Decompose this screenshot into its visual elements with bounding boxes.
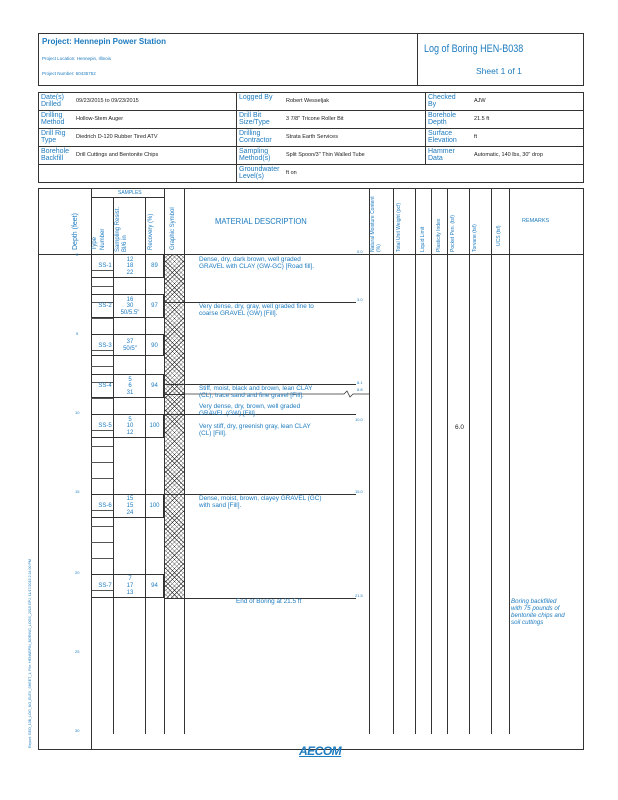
- remarks-line: bentonite chips and: [511, 612, 565, 619]
- sample-recovery: 97: [151, 303, 158, 309]
- groundwater-label: Groundwater Level(s): [239, 166, 280, 180]
- sample-blow: 5: [128, 417, 132, 423]
- material-description: Dense, moist, brown, clayey GRAVEL (GC): [199, 495, 322, 502]
- recovery-header: Recovery (%): [148, 213, 154, 250]
- remarks-header: REMARKS: [522, 218, 550, 224]
- method-label: Drilling Method: [41, 112, 65, 126]
- elev-marker: 3.0: [357, 297, 363, 302]
- rig-label: Drill Rig Type: [41, 130, 66, 144]
- depth-tick: 30: [75, 728, 80, 733]
- contractor-label: Drilling Contractor: [239, 130, 272, 144]
- report-side-note: Report: GEO_10B_LOG_NO_ELEV_SHEET_1; File: HENNEPIN_BORING_LOGS_2015.GPJ; 11/17/2015 2:34:00 PM: [28, 559, 32, 748]
- depth-tick: 10: [75, 410, 80, 415]
- elev-marker: 10.0: [355, 417, 363, 422]
- depth-tick: 25: [75, 649, 80, 654]
- remarks-line: Boring backfilled: [511, 598, 557, 605]
- depth-tick: 5: [76, 331, 79, 336]
- backfill-value: Drill Cuttings and Bentonite Chips: [76, 152, 159, 158]
- elev-marker: 8.1: [357, 380, 363, 385]
- sample-id: SS-4: [98, 383, 112, 389]
- elevation-label: Surface Elevation: [428, 130, 457, 144]
- sample-blow: 50/5": [123, 346, 137, 352]
- torvane-header: Torvane (tsf): [472, 224, 478, 252]
- sample-blow: 24: [126, 510, 134, 516]
- bit-value: 3 7/8" Tricone Roller Bit: [286, 116, 344, 122]
- material-description: Very stiff, dry, greenish gray, lean CLAY: [199, 423, 311, 430]
- plasticity-header: Plasticity Index: [436, 218, 442, 252]
- sample-recovery: 100: [149, 423, 160, 429]
- header-divider: [417, 33, 418, 86]
- rig-value: Diedrich D-120 Rubber Tired ATV: [76, 134, 158, 140]
- sample-blow: 37: [126, 339, 134, 345]
- pocket-pen-header: Pocket Pen. (tsf): [450, 215, 456, 252]
- sampling-label: Sampling Method(s): [239, 148, 271, 162]
- dry-weight-header: Total Unit Weight (pcf): [396, 202, 402, 252]
- material-description: Stiff, moist, black and brown, lean CLAY: [199, 385, 313, 392]
- backfill-label: Borehole Backfill: [41, 148, 70, 162]
- depth-header: Depth (feet): [72, 213, 79, 250]
- sample-recovery: 94: [151, 383, 158, 389]
- material-description: coarse GRAVEL (GW) [Fill].: [199, 310, 278, 317]
- end-of-boring: End of Boring at 21.5 ft: [236, 598, 302, 605]
- dates-label: Date(s) Drilled: [41, 94, 64, 108]
- material-description: (CL) [Fill].: [199, 430, 227, 437]
- sample-blow: 5: [128, 377, 132, 383]
- sample-blow: 31: [126, 390, 134, 396]
- log-title: Log of Boring HEN-B038: [424, 43, 524, 55]
- material-description: GRAVEL with CLAY (GW-GC) [Road fill].: [199, 263, 315, 270]
- sample-recovery: 94: [151, 583, 158, 589]
- moisture-header: Natural Moisture Content (%): [370, 196, 382, 252]
- sample-recovery: 90: [151, 343, 158, 349]
- material-description: Very dense, dry, gray, well graded fine to: [199, 303, 314, 310]
- type-header: Type: [92, 236, 98, 250]
- dates-value: 09/23/2015 to 09/23/2015: [76, 98, 139, 104]
- sheet-number: Sheet 1 of 1: [476, 66, 522, 76]
- sample-id: SS-2: [98, 303, 112, 309]
- graphic-header: Graphic Symbol: [170, 207, 176, 250]
- elevation-value: ft: [474, 134, 478, 140]
- sample-recovery: 89: [151, 263, 158, 269]
- bit-label: Drill Bit Size/Type: [239, 112, 270, 126]
- sample-id: SS-6: [98, 503, 112, 509]
- sampling-resist-header: Sampling Resist. Bl/6 in: [115, 206, 128, 252]
- depth-tick: 20: [75, 570, 80, 575]
- sample-id: SS-5: [98, 423, 112, 429]
- sample-blow: 15: [126, 503, 134, 509]
- liquid-limit-header: Liquid Limit: [420, 226, 426, 252]
- material-description: with sand [Fill].: [199, 502, 242, 509]
- logged-value: Robert Wesseljak: [286, 98, 329, 104]
- material-description: Very dense, dry, brown, well graded: [199, 403, 301, 410]
- sampling-value: Split Spoon/3" Thin Walled Tube: [286, 152, 365, 158]
- project-location: Project Location: Hennepin, Illinois: [42, 56, 112, 61]
- logged-label: Logged By: [239, 94, 273, 101]
- sample-recovery: 100: [149, 503, 160, 509]
- sample-blow: 18: [126, 263, 134, 269]
- graphic-symbol-column: [165, 255, 184, 598]
- sample-blow: 10: [126, 423, 134, 429]
- sample-blow: 7: [128, 576, 132, 582]
- project-title: Project: Hennepin Power Station: [42, 37, 167, 46]
- depth-tick: 15: [75, 489, 80, 494]
- depth-value: 21.5 ft: [474, 116, 490, 122]
- number-header: Number: [100, 228, 106, 250]
- elev-marker: 15.0: [355, 489, 363, 494]
- sample-blow: 17: [126, 583, 134, 589]
- material-header: MATERIAL DESCRIPTION: [215, 216, 307, 226]
- elev-marker: 8.8: [357, 387, 363, 392]
- method-value: Hollow-Stem Auger: [76, 116, 124, 122]
- sample-blow: 16: [126, 297, 134, 303]
- elev-marker: 21.5: [355, 593, 363, 598]
- contractor-value: Strata Earth Services: [286, 134, 338, 140]
- sample-id: SS-1: [98, 263, 112, 269]
- checked-value: AJW: [474, 98, 486, 104]
- samples-header: SAMPLES: [118, 190, 142, 196]
- elev-marker: 0.0: [357, 249, 363, 254]
- sample-blow: 13: [126, 590, 134, 596]
- ucs-header: UCS (tsf): [496, 225, 502, 246]
- sample-blow: 12: [126, 430, 134, 436]
- depth-label: Borehole Depth: [428, 112, 457, 126]
- checked-label: Checked By: [428, 94, 456, 108]
- sample-id: SS-3: [98, 343, 112, 349]
- material-description: GRAVEL (GW) [Fill].: [199, 410, 257, 417]
- sample-blow: 15: [126, 496, 134, 502]
- remarks-line: with 75 pounds of: [511, 605, 560, 612]
- material-description: Dense, dry, dark brown, well graded: [199, 256, 301, 263]
- sample-blow: 22: [126, 270, 134, 276]
- sample-blow: 50/5.5": [120, 310, 140, 316]
- remarks-line: soil cuttings: [511, 619, 544, 626]
- sample-blow: 12: [126, 257, 134, 263]
- pocket-pen-value: 6.0: [455, 424, 465, 431]
- sample-id: SS-7: [98, 583, 112, 589]
- hammer-label: Hammer Data: [428, 148, 455, 162]
- hammer-value: Automatic, 140 lbs, 30" drop: [474, 152, 543, 158]
- groundwater-value: ft on: [286, 170, 297, 176]
- depth-tick: 0: [76, 252, 79, 257]
- project-number: Project Number: 60435752: [42, 71, 96, 76]
- sample-blow: 6: [128, 383, 132, 389]
- sample-blow: 30: [126, 303, 134, 309]
- aecom-logo: AECOM: [299, 744, 342, 758]
- material-description: (CL), trace sand and fine gravel [Fill].: [199, 392, 304, 399]
